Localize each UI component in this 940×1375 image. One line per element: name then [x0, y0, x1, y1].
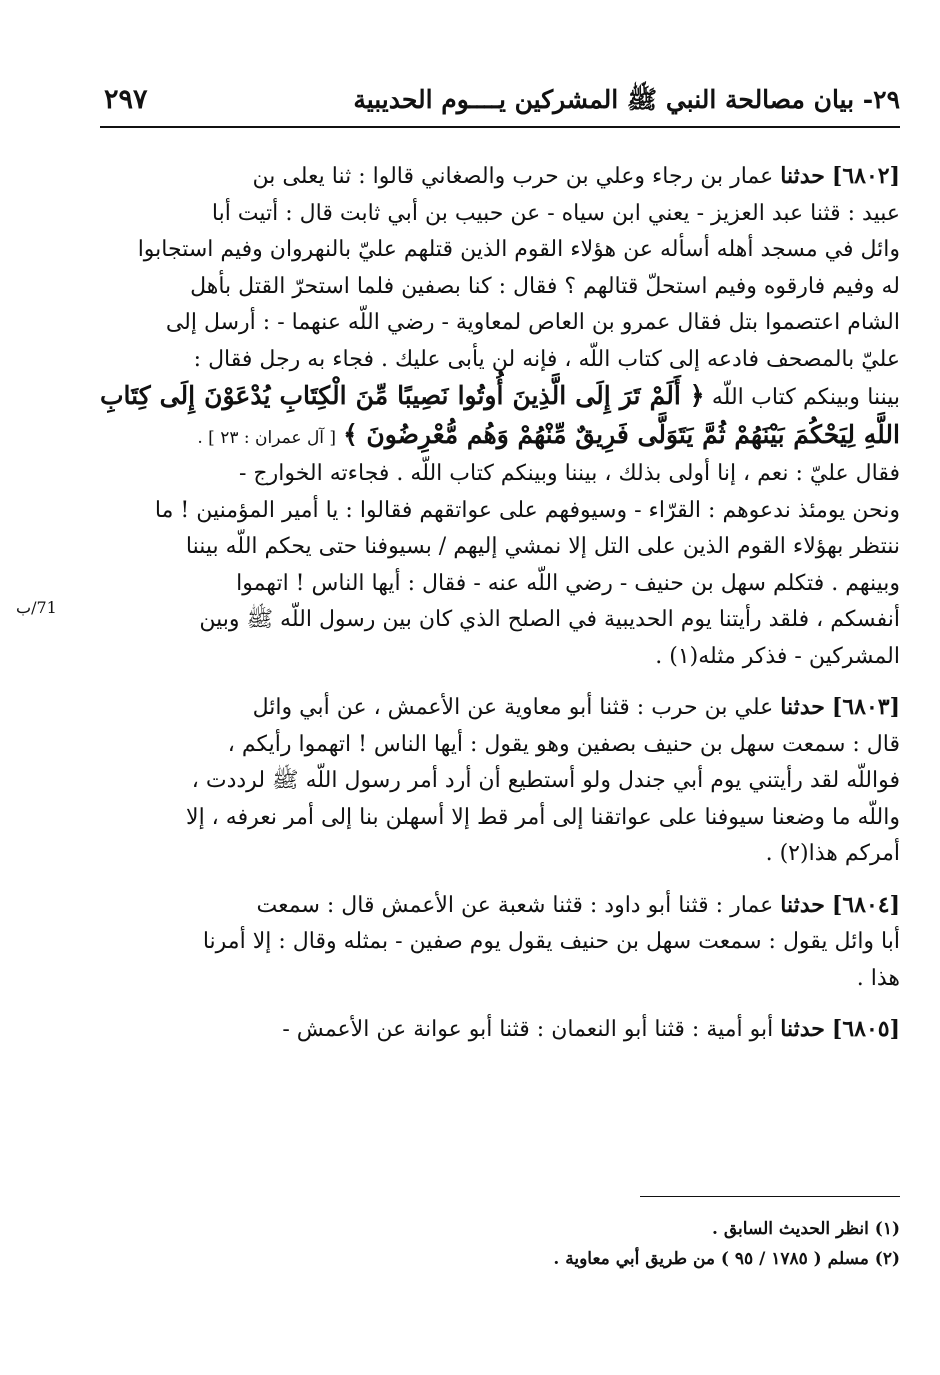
hadith-6804 [100, 887, 900, 998]
hadith-6802 [100, 158, 900, 675]
footnote-1: (١) انظر الحديث السابق . [712, 1219, 900, 1239]
text-segment: عمار : قثنا أبو داود : قثنا شعبة عن الأعمش قال : سمعت [256, 892, 774, 918]
text-line: قال : سمعت سهل بن حنيف بصفين وهو يقول : أيها الناس ! اتهموا رأيكم ، [227, 731, 900, 757]
footnotes [100, 1214, 900, 1274]
haddathana-label: حدثنا [780, 1016, 825, 1042]
text-line: أمركم هذا(٢) . [765, 841, 900, 866]
manuscript-folio-note: 71/ب [16, 598, 57, 617]
text-line: وبينهم . فتكلم سهل بن حنيف - رضي اللّه عنه - فقال : أيها الناس ! اتهموا [236, 570, 900, 596]
hadith-number: [٦٨٠٣] [831, 694, 900, 720]
text-line: وائل في مسجد أهله أسأله عن هؤلاء القوم الذين قتلهم عليّ بالنهروان وفيم استجابوا [137, 237, 900, 262]
text-line: واللّه ما وضعنا سيوفنا على عواتقنا إلى أمر قط إلا أسهلن بنا إلى أمر نعرفه ، إلا [186, 804, 900, 830]
haddathana-label: حدثنا [780, 694, 825, 720]
text-line [100, 158, 900, 196]
text-line [100, 1011, 900, 1049]
text-line: المشركين - فذكر مثله(١) . [655, 643, 900, 669]
text-line: عليّ بالمصحف فادعه إلى كتاب اللّه ، فإنه لن يأبى عليك . فجاء به رجل فقال : [193, 346, 900, 372]
text-line: فواللّه لقد رأيتني يوم أبي جندل ولو أستطيع أن أرد أمر رسول اللّه ﷺ لرددت ، [191, 768, 900, 793]
hadith-number: [٦٨٠٢] [831, 163, 900, 189]
hadith-6805 [100, 1011, 900, 1049]
page-number: ٢٩٧ [104, 84, 148, 115]
quran-intro: بيننا وبينكم كتاب اللّه [711, 385, 900, 410]
quran-reference: [ آل عمران : ٢٣ ] . [197, 427, 337, 448]
main-text [100, 158, 900, 1063]
hadith-number: [٦٨٠٤] [831, 891, 900, 918]
footnote-2: (٢) مسلم ( ١٧٨٥ / ٩٥ ) من طريق أبي معاوية . [553, 1249, 900, 1269]
footnote-separator [640, 1196, 900, 1197]
text-segment: علي بن حرب : قثنا أبو معاوية عن الأعمش ، عن أبي وائل [252, 695, 774, 720]
text-segment: أبو أمية : قثنا أبو النعمان : قثنا أبو عوانة عن الأعمش - [282, 1017, 774, 1042]
text-line: أبا وائل يقول : سمعت سهل بن حنيف يقول يوم صفين - بمثله وقال : إلا أمرنا [202, 929, 900, 954]
text-line: ننتظر بهؤلاء القوم الذين على التل إلا نمشي إليهم / بسيوفنا حتى يحكم اللّه بيننا [185, 534, 900, 559]
text-line: عبيد : قثنا عبد العزيز - يعني ابن سياه - عن حبيب بن أبي ثابت قال : أتيت أبا [211, 200, 900, 226]
text-line: له وفيم فارقوه وفيم استحلّ قتالهم ؟ فقال : كنا بصفين فلما استحرّ القتل بأهل [190, 273, 900, 299]
text-line [100, 887, 900, 925]
text-line: أنفسكم ، فلقد رأيتنا يوم الحديبية في الصلح الذي كان بين رسول اللّه ﷺ وبين [199, 607, 900, 632]
haddathana-label: حدثنا [780, 163, 825, 189]
text-line: ونحن يومئذ ندعوهم : القرّاء - وسيوفهم على عواتقهم فقالوا : يا أمير المؤمنين ! ما [154, 497, 900, 523]
hadith-6803 [100, 689, 900, 873]
quran-verse: ﴿ أَلَمْ تَرَ إِلَى الَّذِينَ أُوتُوا نَصِيبًا مِّنَ الْكِتَابِ يُدْعَوْنَ إِلَى كِتَابِ اللَّهِ لِيَحْكُمَ بَيْنَهُمْ ثُمَّ يَتَوَلَّى فَرِيقٌ مِّنْهُمْ وَهُم مُّعْرِضُونَ ﴾ [100, 381, 900, 449]
page-header [100, 80, 900, 128]
text-line: فقال عليّ : نعم ، إنا أولى بذلك ، بيننا وبينكم كتاب اللّه . فجاءته الخوارج - [239, 461, 900, 486]
text-line [100, 689, 900, 727]
text-segment: عمار بن رجاء وعلي بن حرب والصغاني قالوا : ثنا يعلى بن [252, 164, 774, 189]
text-line: الشام اعتصموا بتل فقال عمرو بن العاص لمعاوية - رضي اللّه عنهما - : أرسل إلى [165, 310, 900, 335]
text-line: هذا . [856, 965, 900, 991]
haddathana-label: حدثنا [780, 891, 825, 918]
hadith-number: [٦٨٠٥] [831, 1016, 900, 1042]
running-title: ٢٩- بيان مصالحة النبي ﷺ المشركين يــــوم الحديبية [353, 85, 900, 114]
